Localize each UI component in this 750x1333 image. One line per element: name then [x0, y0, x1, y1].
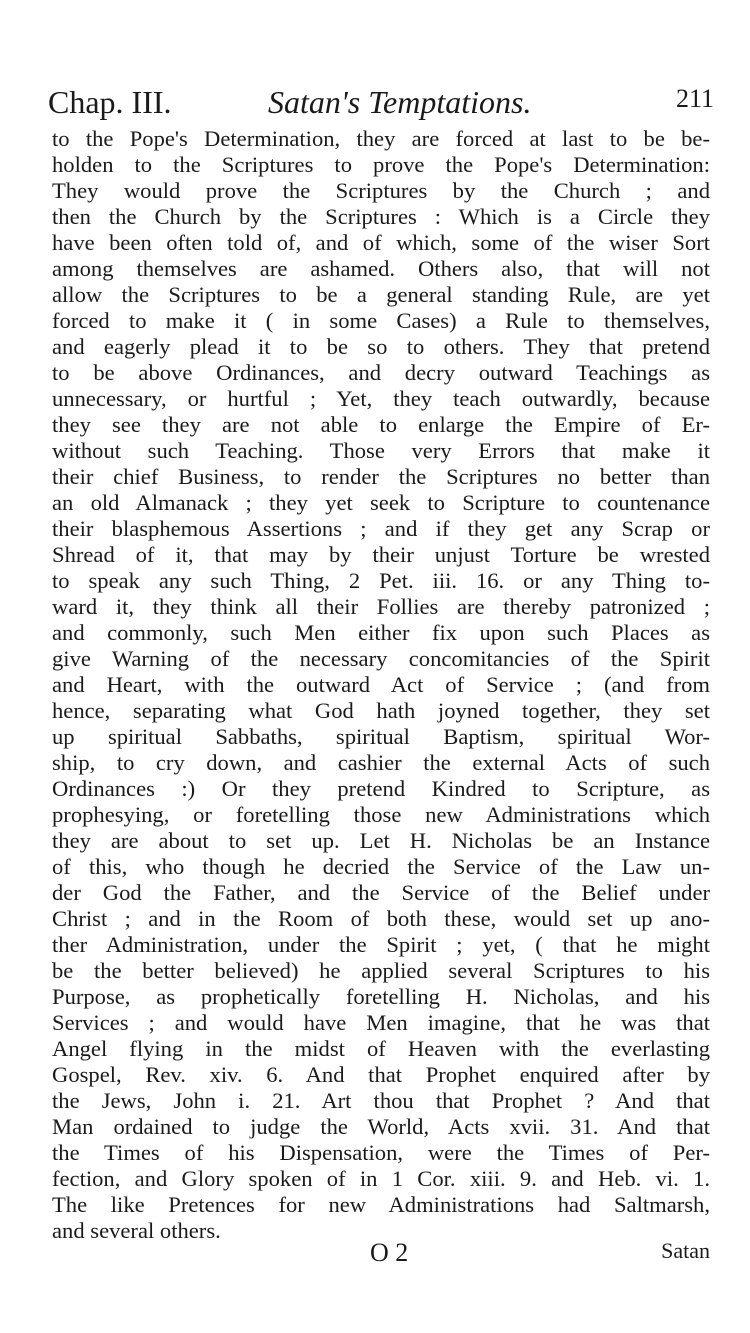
page-footer: [52, 1238, 710, 1268]
text-line: the Jews, John i. 21. Art thou that Prophet ? And that: [52, 1088, 710, 1113]
text-line: unnecessary, or hurtful ; Yet, they teach outwardly, because: [52, 386, 710, 411]
text-line: prophesying, or foretelling those new Administrations which: [52, 802, 710, 827]
chapter-heading: Chap. III.: [48, 84, 172, 120]
text-line: The like Pretences for new Administrations had Saltmarsh,: [52, 1192, 710, 1217]
text-line: up spiritual Sabbaths, spiritual Baptism, spiritual Wor-: [52, 724, 710, 749]
text-line: They would prove the Scriptures by the Church ; and: [52, 178, 710, 203]
text-line: to the Pope's Determination, they are forced at last to be be-: [52, 126, 710, 151]
text-line: without such Teaching. Those very Errors that make it: [52, 438, 710, 463]
text-line: of this, who though he decried the Service of the Law un-: [52, 854, 710, 879]
text-line: Ordinances :) Or they pretend Kindred to Scripture, as: [52, 776, 710, 801]
text-line: Angel flying in the midst of Heaven with the everlasting: [52, 1036, 710, 1061]
text-line: they see they are not able to enlarge the Empire of Er-: [52, 412, 710, 437]
text-line: holden to the Scriptures to prove the Pope's Determination:: [52, 152, 710, 177]
text-line: and commonly, such Men either fix upon such Places as: [52, 620, 710, 645]
text-line: the Times of his Dispensation, were the Times of Per-: [52, 1140, 710, 1165]
body-text: [52, 126, 710, 1244]
text-line: an old Almanack ; they yet seek to Scripture to countenance: [52, 490, 710, 515]
text-line: to be above Ordinances, and decry outward Teachings as: [52, 360, 710, 385]
text-line: Shread of it, that may by their unjust Torture be wrested: [52, 542, 710, 567]
text-line: der God the Father, and the Service of the Belief under: [52, 880, 710, 905]
text-line: ther Administration, under the Spirit ; yet, ( that he might: [52, 932, 710, 957]
text-line: then the Church by the Scriptures : Which is a Circle they: [52, 204, 710, 229]
text-line: and eagerly plead it to be so to others. They that pretend: [52, 334, 710, 359]
text-line: be the better believed) he applied several Scriptures to his: [52, 958, 710, 983]
text-line: and several others.: [52, 1218, 221, 1243]
text-line: give Warning of the necessary concomitancies of the Spirit: [52, 646, 710, 671]
text-line: among themselves are ashamed. Others also, that will not: [52, 256, 710, 281]
text-line: to speak any such Thing, 2 Pet. iii. 16. or any Thing to-: [52, 568, 710, 593]
page-number: 211: [675, 84, 714, 113]
signature-mark: O 2: [370, 1238, 409, 1267]
text-line: have been often told of, and of which, some of the wiser Sort: [52, 230, 710, 255]
text-line: and Heart, with the outward Act of Service ; (and from: [52, 672, 710, 697]
running-title: Satan's Temptations.: [268, 84, 532, 120]
text-line: ward it, they think all their Follies are thereby patronized ;: [52, 594, 710, 619]
text-line: Services ; and would have Men imagine, that he was that: [52, 1010, 710, 1035]
text-line: Christ ; and in the Room of both these, would set up ano-: [52, 906, 710, 931]
text-line: ship, to cry down, and cashier the external Acts of such: [52, 750, 710, 775]
text-line: Gospel, Rev. xiv. 6. And that Prophet enquired after by: [52, 1062, 710, 1087]
text-line: hence, separating what God hath joyned together, they set: [52, 698, 710, 723]
text-line: their blasphemous Assertions ; and if they get any Scrap or: [52, 516, 710, 541]
catchword: Satan: [661, 1238, 710, 1263]
text-line: Man ordained to judge the World, Acts xvii. 31. And that: [52, 1114, 710, 1139]
text-line: their chief Business, to render the Scriptures no better than: [52, 464, 710, 489]
text-line: fection, and Glory spoken of in 1 Cor. xiii. 9. and Heb. vi. 1.: [52, 1166, 710, 1191]
text-line: they are about to set up. Let H. Nicholas be an Instance: [52, 828, 710, 853]
text-line: Purpose, as prophetically foretelling H. Nicholas, and his: [52, 984, 710, 1009]
page-header: [48, 84, 714, 124]
text-line: allow the Scriptures to be a general standing Rule, are yet: [52, 282, 710, 307]
text-line: forced to make it ( in some Cases) a Rule to themselves,: [52, 308, 710, 333]
